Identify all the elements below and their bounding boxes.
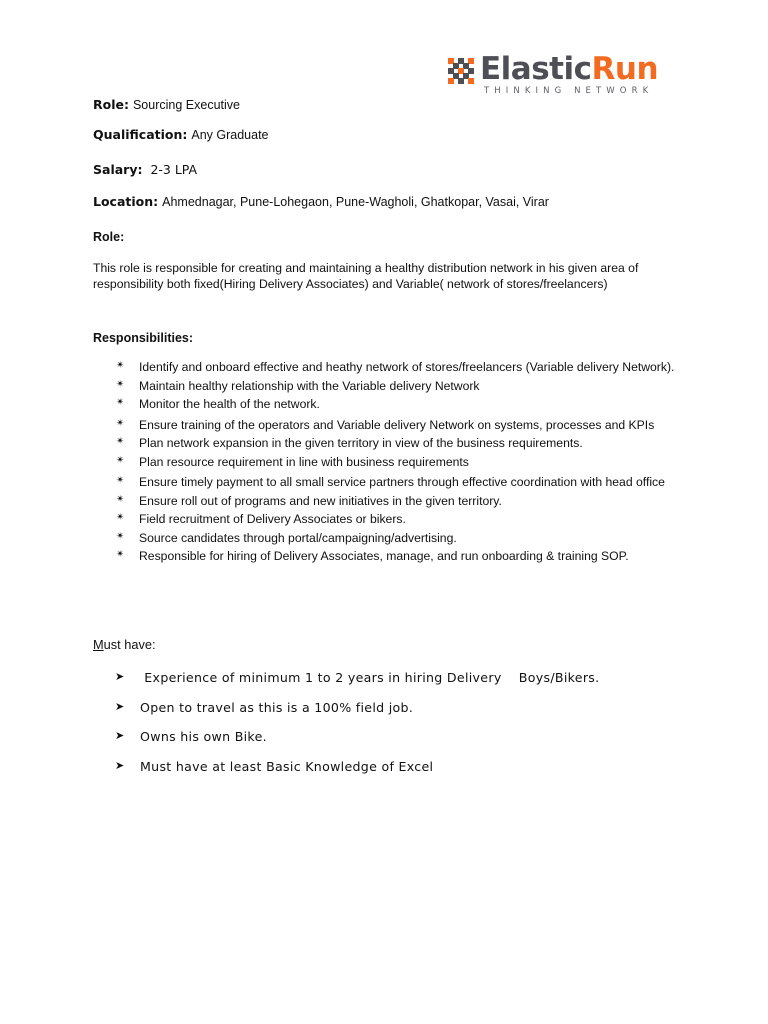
must-have-text: Must have at least Basic Knowledge of Excel [140,758,434,774]
responsibility-text: Monitor the health of the network. [139,397,320,411]
qualification-field [93,127,269,142]
location-field [93,194,549,209]
must-have-heading-initial: M [93,637,104,652]
must-have-item [115,700,599,730]
responsibilities-heading: Responsibilities: [93,331,194,345]
must-have-item [115,670,599,700]
elasticrun-logo [448,52,688,100]
responsibility-item [116,436,676,451]
logo-tagline: THINKING NETWORK [484,86,654,96]
responsibility-item [116,379,676,394]
responsibility-item [116,418,676,433]
star-bullet-icon: ✴ [116,493,125,505]
role-value: Sourcing Executive [132,98,240,112]
logo-wordmark [480,52,658,86]
star-bullet-icon: ✴ [116,360,125,371]
salary-label: Salary: [93,162,143,177]
qualification-value: Any Graduate [191,128,269,142]
qualification-label: Qualification: [93,127,188,142]
star-bullet-icon: ✴ [116,417,125,429]
responsibility-item [116,455,676,470]
must-have-item [115,729,599,759]
star-bullet-icon: ✴ [116,454,125,466]
must-have-text: Owns his own Bike. [140,729,267,744]
responsibility-item [116,397,676,412]
responsibility-text: Plan resource requirement in line with business requirements [139,454,469,469]
logo-grid-mark [448,58,474,84]
star-bullet-icon: ✴ [116,530,125,542]
responsibility-text: Maintain healthy relationship with the Variable delivery Network [139,378,480,393]
arrow-bullet-icon: ➤ [115,670,125,683]
responsibility-item [116,531,676,546]
responsibility-text: Plan network expansion in the given territory in view of the business requirements. [139,436,583,450]
arrow-bullet-icon: ➤ [115,699,125,713]
must-have-list [115,670,599,788]
salary-value: 2-3 LPA [150,162,198,177]
responsibility-text: Source candidates through portal/campaigning/advertising. [139,530,457,545]
role-field [93,97,240,112]
must-have-text: Open to travel as this is a 100% field job. [140,699,414,715]
responsibility-text: Ensure roll out of programs and new initiatives in the given territory. [139,493,502,508]
star-bullet-icon: ✴ [116,397,125,408]
responsibility-item [116,494,676,509]
must-have-text: Experience of minimum 1 to 2 years in hiring Delivery Boys/Bikers. [140,670,600,685]
salary-field [93,162,197,177]
arrow-bullet-icon: ➤ [115,729,125,742]
responsibility-text: Ensure timely payment to all small service partners through effective coordination with head office [139,475,665,489]
logo-word-elastic: Elastic [480,51,592,87]
logo-word-run: Run [591,51,659,87]
responsibility-item [116,360,676,375]
responsibility-item [116,475,676,490]
star-bullet-icon: ✴ [116,378,125,390]
role-section-heading: Role: [93,230,125,244]
star-bullet-icon: ✴ [116,512,125,523]
role-label: Role: [93,97,129,112]
location-label: Location: [93,194,159,209]
responsibility-item [116,549,676,564]
must-have-heading [93,637,156,652]
location-value: Ahmednagar, Pune-Lohegaon, Pune-Wagholi, Ghatkopar, Vasai, Virar [162,195,549,209]
arrow-bullet-icon: ➤ [115,758,125,772]
responsibility-text: Identify and onboard effective and heathy network of stores/freelancers (Variable delivery Network). [139,360,675,374]
responsibility-text: Responsible for hiring of Delivery Associates, manage, and run onboarding & training SOP. [139,549,629,563]
role-description: This role is responsible for creating and maintaining a healthy distribution network in his given area of responsibility both fixed(Hiring Delivery Associates) and Variable( network of stores/freelancers) [93,261,639,291]
star-bullet-icon: ✴ [116,475,125,486]
responsibility-text: Ensure training of the operators and Variable delivery Network on systems, processes and KPIs [139,417,655,432]
star-bullet-icon: ✴ [116,436,125,447]
must-have-item [115,759,599,789]
must-have-heading-rest: ust have: [103,637,156,652]
star-bullet-icon: ✴ [116,549,125,560]
responsibility-item [116,512,676,527]
responsibility-text: Field recruitment of Delivery Associates or bikers. [139,512,406,526]
responsibilities-list [116,360,676,568]
